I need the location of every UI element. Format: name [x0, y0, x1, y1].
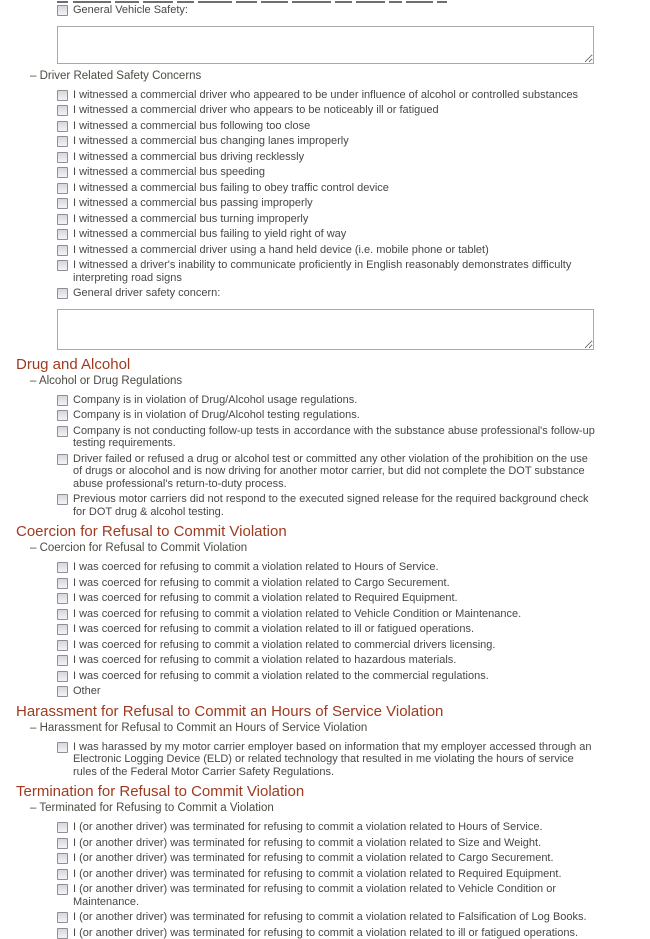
- checkbox-item: [57, 852, 598, 865]
- general-vehicle-safety-checkbox[interactable]: [57, 5, 68, 16]
- checkbox-item-label[interactable]: I was coerced for refusing to commit a violation related to Hours of Service.: [73, 561, 439, 574]
- bus-traffic-control-checkbox[interactable]: [57, 183, 68, 194]
- drug-testing-regulations-checkbox[interactable]: [57, 410, 68, 421]
- complaint-form-body: [0, 4, 650, 939]
- subsection-header: – Driver Related Safety Concerns: [30, 70, 650, 83]
- bus-speeding-checkbox[interactable]: [57, 167, 68, 178]
- checkbox-item: [57, 151, 598, 164]
- checkbox-item-label[interactable]: I witnessed a commercial bus changing lanes improperly: [73, 135, 349, 148]
- checkbox-item: [57, 228, 598, 241]
- checkbox-item: [57, 244, 598, 257]
- terminated-log-books-checkbox[interactable]: [57, 912, 68, 923]
- driver-ill-fatigued-checkbox[interactable]: [57, 105, 68, 116]
- checkbox-item: [57, 927, 598, 939]
- checkbox-item-label[interactable]: I (or another driver) was terminated for refusing to commit a violation related to Falsification of Log Books.: [73, 911, 587, 924]
- checkbox-item: [57, 259, 598, 284]
- checkbox-item: [57, 89, 598, 102]
- checkbox-item-label[interactable]: I was coerced for refusing to commit a violation related to commercial drivers licensing.: [73, 639, 495, 652]
- checkbox-item: [57, 166, 598, 179]
- section-heading: Termination for Refusal to Commit Violation: [16, 783, 650, 800]
- checkbox-item: [57, 453, 598, 491]
- subsection-header: – Harassment for Refusal to Commit an Hours of Service Violation: [30, 722, 650, 735]
- bus-yield-right-of-way-checkbox[interactable]: [57, 229, 68, 240]
- checkbox-item: [57, 592, 598, 605]
- checkbox-item-label[interactable]: I was coerced for refusing to commit a violation related to Cargo Securement.: [73, 577, 450, 590]
- checkbox-item: [57, 911, 598, 924]
- checkbox-item-label[interactable]: I witnessed a commercial bus passing improperly: [73, 197, 313, 210]
- checkbox-item: [57, 883, 598, 908]
- textarea-wrapper: [57, 26, 650, 64]
- checkbox-item-label[interactable]: I witnessed a driver's inability to communicate proficiently in English reasonably demonstrates difficulty interpreting road signs: [73, 259, 598, 284]
- checkbox-item-label[interactable]: I (or another driver) was terminated for refusing to commit a violation related to ill or fatigued operations.: [73, 927, 578, 939]
- bus-passing-improperly-checkbox[interactable]: [57, 198, 68, 209]
- coerced-drivers-licensing-checkbox[interactable]: [57, 640, 68, 651]
- checkbox-item-label[interactable]: I was coerced for refusing to commit a violation related to Required Equipment.: [73, 592, 458, 605]
- checkbox-item: [57, 4, 598, 17]
- checkbox-item-label[interactable]: I (or another driver) was terminated for refusing to commit a violation related to Hours of Service.: [73, 821, 543, 834]
- general-vehicle-safety-textarea[interactable]: [57, 26, 594, 64]
- checkbox-item-label[interactable]: I witnessed a commercial bus speeding: [73, 166, 265, 179]
- terminated-ill-fatigued-checkbox[interactable]: [57, 928, 68, 939]
- checkbox-item: [57, 409, 598, 422]
- coerced-required-equipment-checkbox[interactable]: [57, 593, 68, 604]
- checkbox-item: [57, 639, 598, 652]
- checkbox-item-label[interactable]: Other: [73, 685, 101, 698]
- bus-turning-improperly-checkbox[interactable]: [57, 214, 68, 225]
- coerced-hazardous-materials-checkbox[interactable]: [57, 655, 68, 666]
- checkbox-item: [57, 623, 598, 636]
- coerced-hours-of-service-checkbox[interactable]: [57, 562, 68, 573]
- failed-refused-test-checkbox[interactable]: [57, 454, 68, 465]
- checkbox-item: [57, 685, 598, 698]
- checkbox-item: [57, 182, 598, 195]
- checkbox-item: [57, 493, 598, 518]
- terminated-vehicle-condition-checkbox[interactable]: [57, 884, 68, 895]
- checkbox-item-label[interactable]: Company is not conducting follow-up tests in accordance with the substance abuse professional's follow-up testing requirements.: [73, 425, 598, 450]
- driver-english-proficiency-checkbox[interactable]: [57, 260, 68, 271]
- checkbox-item-label[interactable]: I (or another driver) was terminated for refusing to commit a violation related to Size and Weight.: [73, 837, 541, 850]
- checkbox-item: [57, 654, 598, 667]
- section-heading: Coercion for Refusal to Commit Violation: [16, 523, 650, 540]
- driver-under-influence-checkbox[interactable]: [57, 90, 68, 101]
- coerced-other-checkbox[interactable]: [57, 686, 68, 697]
- checkbox-item-label[interactable]: I (or another driver) was terminated for refusing to commit a violation related to Vehicle Condition or Maintenance.: [73, 883, 598, 908]
- section-heading: Harassment for Refusal to Commit an Hours of Service Violation: [16, 703, 650, 720]
- checkbox-item: [57, 577, 598, 590]
- coerced-commercial-regulations-checkbox[interactable]: [57, 671, 68, 682]
- checkbox-item-label[interactable]: I witnessed a commercial bus turning improperly: [73, 213, 308, 226]
- checkbox-item-label[interactable]: I was coerced for refusing to commit a violation related to hazardous materials.: [73, 654, 456, 667]
- terminated-size-weight-checkbox[interactable]: [57, 838, 68, 849]
- drug-usage-regulations-checkbox[interactable]: [57, 395, 68, 406]
- checkbox-item: [57, 287, 598, 300]
- checkbox-item-label[interactable]: Previous motor carriers did not respond to the executed signed release for the required background check for DOT drug & alcohol testing.: [73, 493, 598, 518]
- checkbox-item-label[interactable]: Driver failed or refused a drug or alcohol test or committed any other violation of the prohibition on the use of drugs or alocohol and is now driving for another motor carrier, but did not complete the DOT substance abuse professional's return-to-duty process.: [73, 453, 598, 491]
- terminated-hours-of-service-checkbox[interactable]: [57, 822, 68, 833]
- checkbox-item-label[interactable]: General Vehicle Safety:: [73, 4, 188, 17]
- coerced-ill-fatigued-checkbox[interactable]: [57, 624, 68, 635]
- checkbox-item: [57, 213, 598, 226]
- checkbox-item-label[interactable]: I witnessed a commercial driver using a hand held device (i.e. mobile phone or tablet): [73, 244, 489, 257]
- checkbox-item-label[interactable]: I witnessed a commercial driver who appeared to be under influence of alcohol or controlled substances: [73, 89, 578, 102]
- subsection-header: – Coercion for Refusal to Commit Violation: [30, 542, 650, 555]
- clipped-text-remnant: [57, 0, 650, 4]
- follow-up-tests-checkbox[interactable]: [57, 426, 68, 437]
- checkbox-item: [57, 561, 598, 574]
- checkbox-item-label[interactable]: General driver safety concern:: [73, 287, 220, 300]
- checkbox-item: [57, 394, 598, 407]
- textarea-wrapper: [57, 309, 650, 350]
- checkbox-item: [57, 197, 598, 210]
- subsection-header: – Alcohol or Drug Regulations: [30, 375, 650, 388]
- checkbox-item: [57, 868, 598, 881]
- checkbox-item-label[interactable]: I was harassed by my motor carrier employer based on information that my employer accessed through an Electronic Logging Device (ELD) or related technology that resulted in me violating the hours of service rules of the Federal Motor Carrier Safety Regulations.: [73, 741, 598, 779]
- coerced-cargo-securement-checkbox[interactable]: [57, 578, 68, 589]
- checkbox-item: [57, 670, 598, 683]
- previous-carriers-release-checkbox[interactable]: [57, 494, 68, 505]
- checkbox-item-label[interactable]: I witnessed a commercial bus following too close: [73, 120, 310, 133]
- checkbox-item: [57, 425, 598, 450]
- bus-driving-recklessly-checkbox[interactable]: [57, 152, 68, 163]
- coerced-vehicle-condition-checkbox[interactable]: [57, 609, 68, 620]
- checkbox-item-label[interactable]: I (or another driver) was terminated for refusing to commit a violation related to Required Equipment.: [73, 868, 562, 881]
- checkbox-item: [57, 104, 598, 117]
- terminated-cargo-securement-checkbox[interactable]: [57, 853, 68, 864]
- checkbox-item-label[interactable]: I witnessed a commercial bus driving recklessly: [73, 151, 304, 164]
- checkbox-item-label[interactable]: I witnessed a commercial driver who appears to be noticeably ill or fatigued: [73, 104, 439, 117]
- checkbox-item: [57, 741, 598, 779]
- checkbox-item: [57, 608, 598, 621]
- bus-following-too-close-checkbox[interactable]: [57, 121, 68, 132]
- checkbox-item: [57, 837, 598, 850]
- checkbox-item: [57, 120, 598, 133]
- checkbox-item: [57, 821, 598, 834]
- section-heading: Drug and Alcohol: [16, 356, 650, 373]
- bus-changing-lanes-checkbox[interactable]: [57, 136, 68, 147]
- checkbox-item-label[interactable]: Company is in violation of Drug/Alcohol usage regulations.: [73, 394, 357, 407]
- checkbox-item-label[interactable]: I witnessed a commercial bus failing to obey traffic control device: [73, 182, 389, 195]
- subsection-header: – Terminated for Refusing to Commit a Violation: [30, 802, 650, 815]
- checkbox-item-label[interactable]: I (or another driver) was terminated for refusing to commit a violation related to Cargo Securement.: [73, 852, 554, 865]
- checkbox-item-label[interactable]: I was coerced for refusing to commit a violation related to ill or fatigued operations.: [73, 623, 474, 636]
- terminated-required-equipment-checkbox[interactable]: [57, 869, 68, 880]
- general-driver-safety-textarea[interactable]: [57, 309, 594, 350]
- general-driver-safety-checkbox[interactable]: [57, 288, 68, 299]
- harassed-eld-checkbox[interactable]: [57, 742, 68, 753]
- driver-hand-held-device-checkbox[interactable]: [57, 245, 68, 256]
- checkbox-item-label[interactable]: I was coerced for refusing to commit a violation related to Vehicle Condition or Maintenance.: [73, 608, 521, 621]
- checkbox-item-label[interactable]: I was coerced for refusing to commit a violation related to the commercial regulations.: [73, 670, 489, 683]
- checkbox-item: [57, 135, 598, 148]
- checkbox-item-label[interactable]: I witnessed a commercial bus failing to yield right of way: [73, 228, 346, 241]
- checkbox-item-label[interactable]: Company is in violation of Drug/Alcohol testing regulations.: [73, 409, 360, 422]
